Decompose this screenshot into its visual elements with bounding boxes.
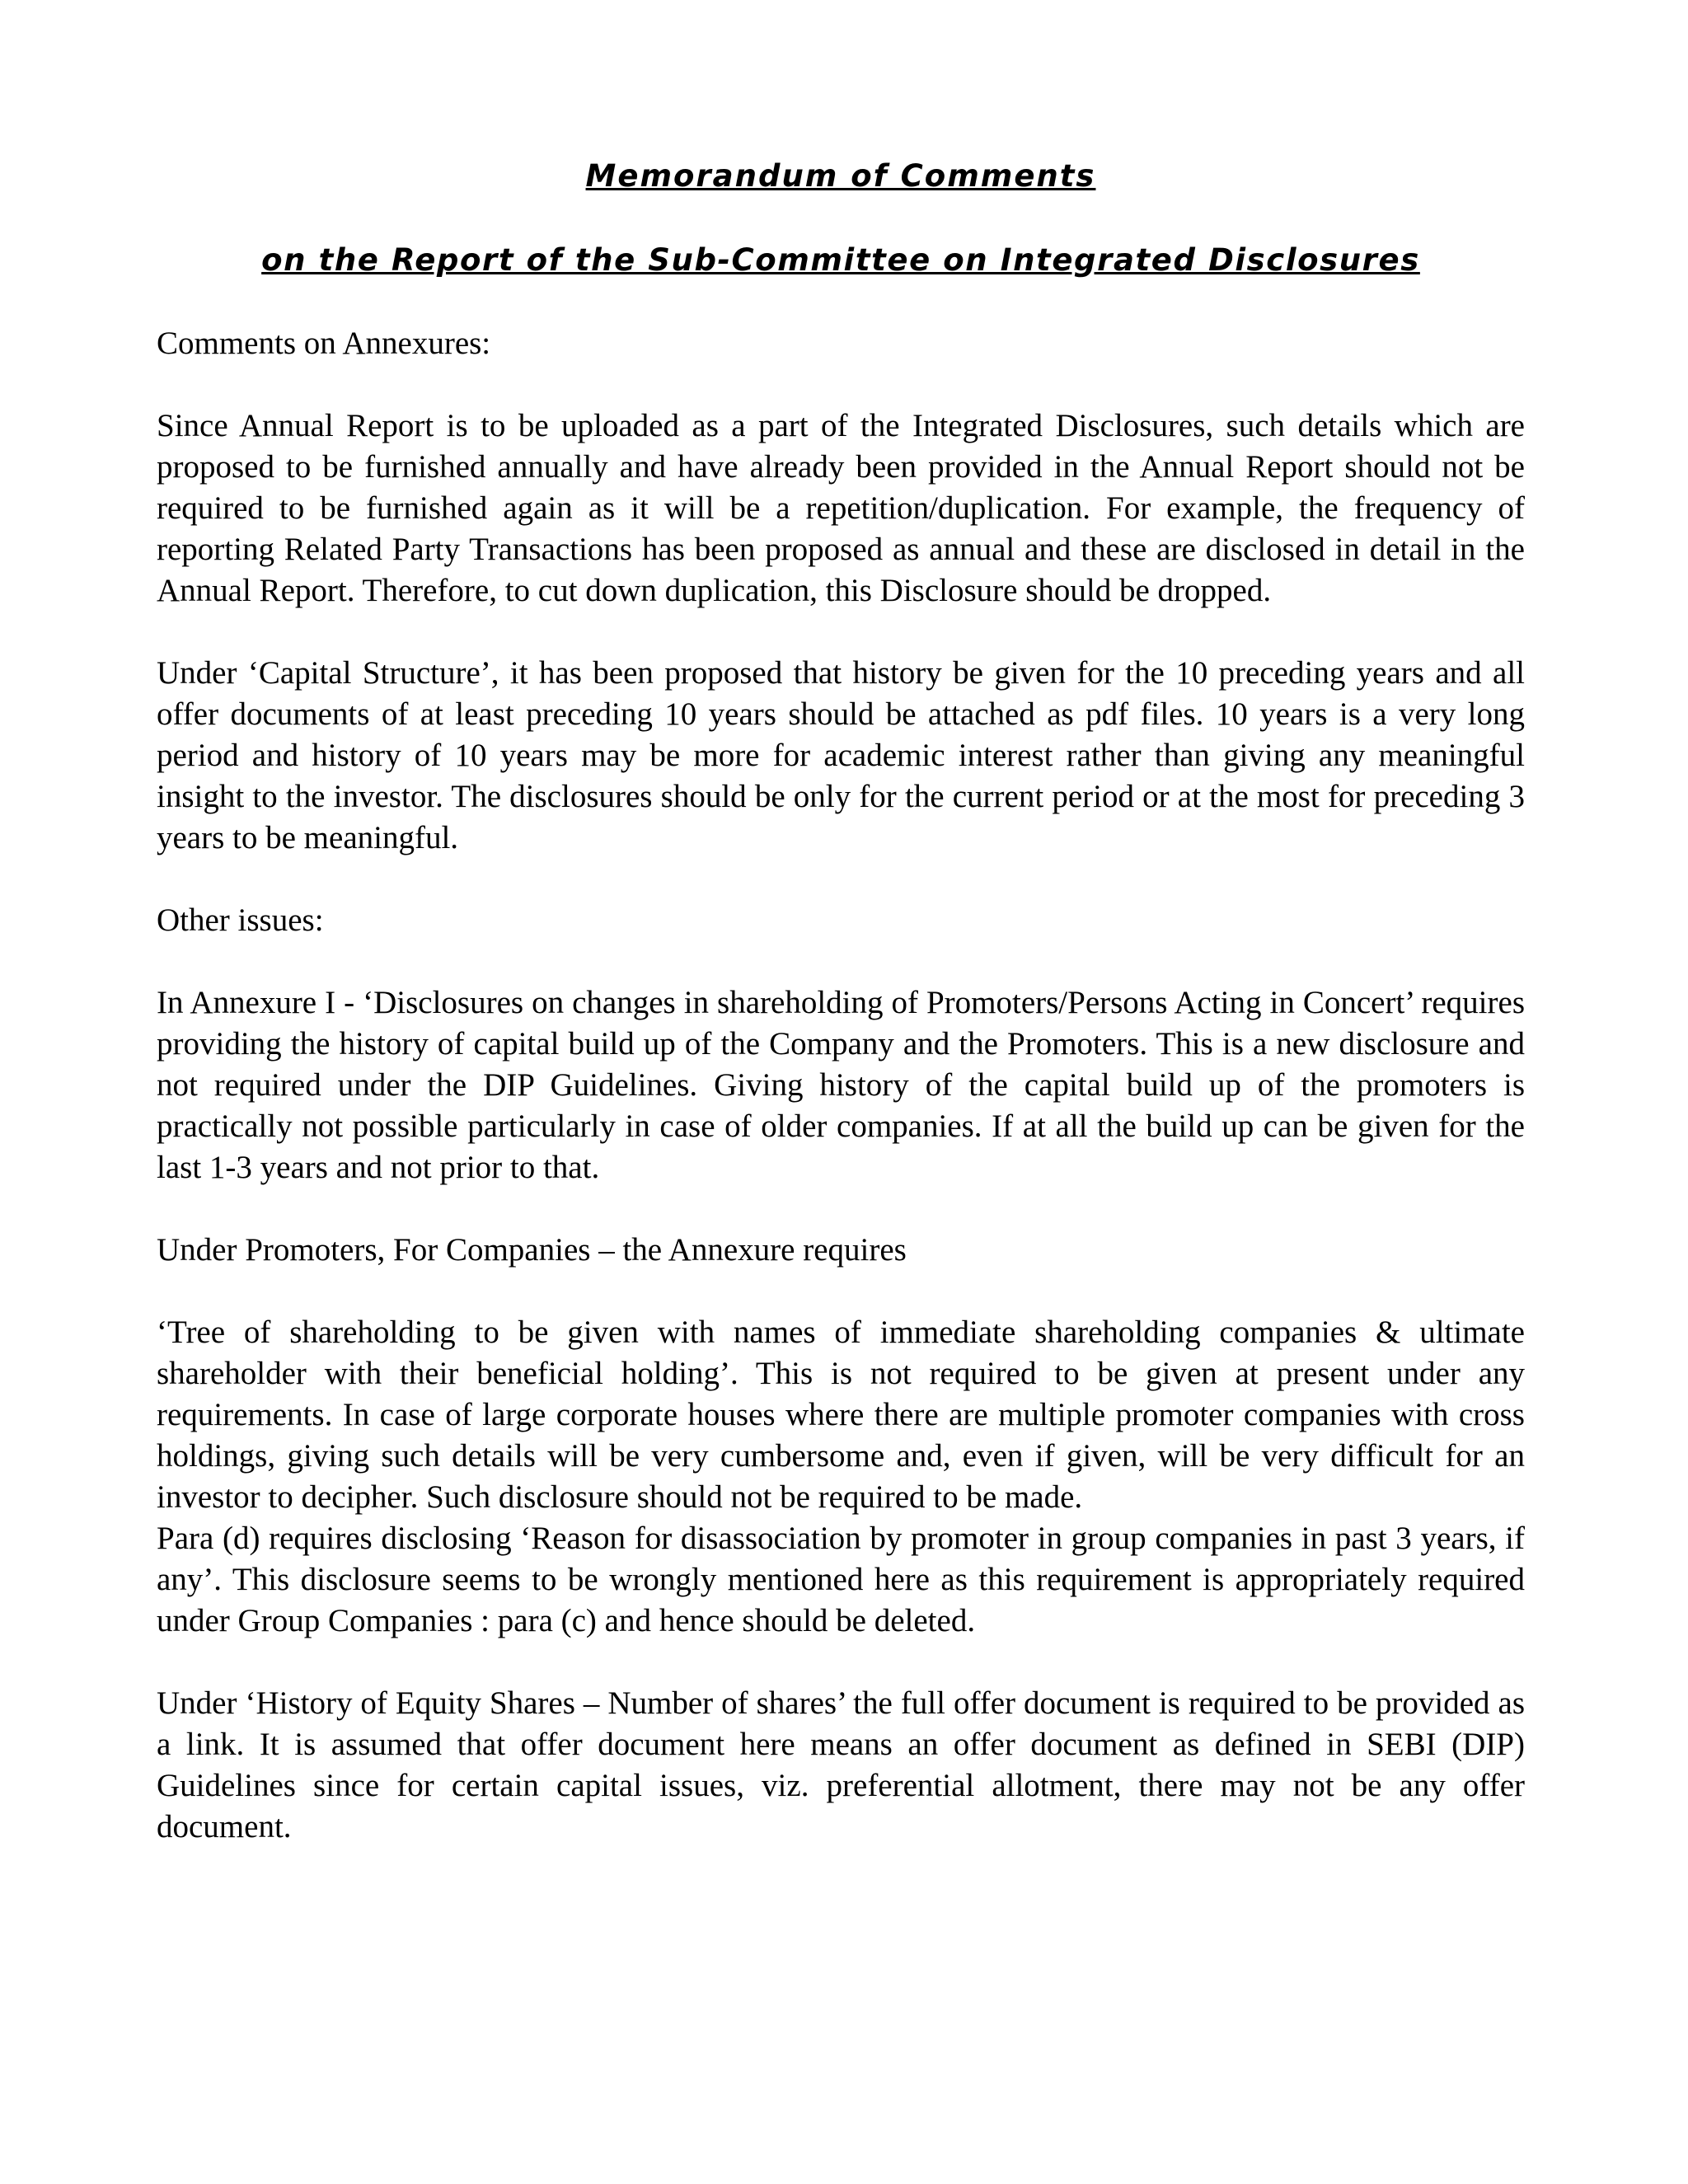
- paragraph-annual-report: Since Annual Report is to be uploaded as a part of the Integrated Disclosures, such details which are proposed to be furnished annually and have already been provided in the Annual Report should not be required to be furnished again as it will be a repetition/duplication. For example, the frequency of reporting Related Party Transactions has been proposed as annual and these are disclosed in detail in the Annual Report. Therefore, to cut down duplication, this Disclosure should be dropped.: [157, 408, 1525, 608]
- section-heading-annexures: Comments on Annexures:: [157, 326, 491, 361]
- document-page: [157, 157, 1525, 1848]
- paragraph-annexure-i: In Annexure I - ‘Disclosures on changes in shareholding of Promoters/Persons Acting in Concert’ requires providing the history of capital build up of the Company and the Promoters. This is a new disclosure and not required under the DIP Guidelines. Giving history of the capital build up of the promoters is practically not possible particularly in case of older companies. If at all the build up can be given for the last 1-3 years and not prior to that.: [157, 985, 1525, 1185]
- section-heading-other-issues: Other issues:: [157, 902, 324, 938]
- paragraph-capital-structure: Under ‘Capital Structure’, it has been proposed that history be given for the 10 preceding years and all offer documents of at least preceding 10 years should be attached as pdf files. 10 years is a very long period and history of 10 years may be more for academic interest rather than giving any meaningful insight to the investor. The disclosures should be only for the current period or at the most for preceding 3 years to be meaningful.: [157, 655, 1525, 855]
- memorandum-subtitle: on the Report of the Sub-Committee on Integrated Disclosures: [261, 242, 1420, 278]
- paragraph-para-d: Para (d) requires disclosing ‘Reason for disassociation by promoter in group companies in past 3 years, if any’. This disclosure seems to be wrongly mentioned here as this requirement is appropriately required under Group Companies : para (c) and hence should be deleted.: [157, 1521, 1525, 1638]
- paragraph-tree-of-shareholding: ‘Tree of shareholding to be given with names of immediate shareholding companies & ultimate shareholder with their beneficial holding’. This is not required to be given at present under any requirements. In case of large corporate houses where there are multiple promoter companies with cross holdings, giving such details will be very cumbersome and, even if given, will be very difficult for an investor to decipher. Such disclosure should not be required to be made.: [157, 1315, 1525, 1515]
- memorandum-title: Memorandum of Comments: [585, 158, 1096, 194]
- paragraph-promoters-heading: Under Promoters, For Companies – the Annexure requires: [157, 1232, 907, 1268]
- paragraph-history-equity-shares: Under ‘History of Equity Shares – Number of shares’ the full offer document is required to be provided as a link. It is assumed that offer document here means an offer document as defined in SEBI (DIP) Guidelines since for certain capital issues, viz. preferential allotment, there may not be any offer document.: [157, 1685, 1525, 1844]
